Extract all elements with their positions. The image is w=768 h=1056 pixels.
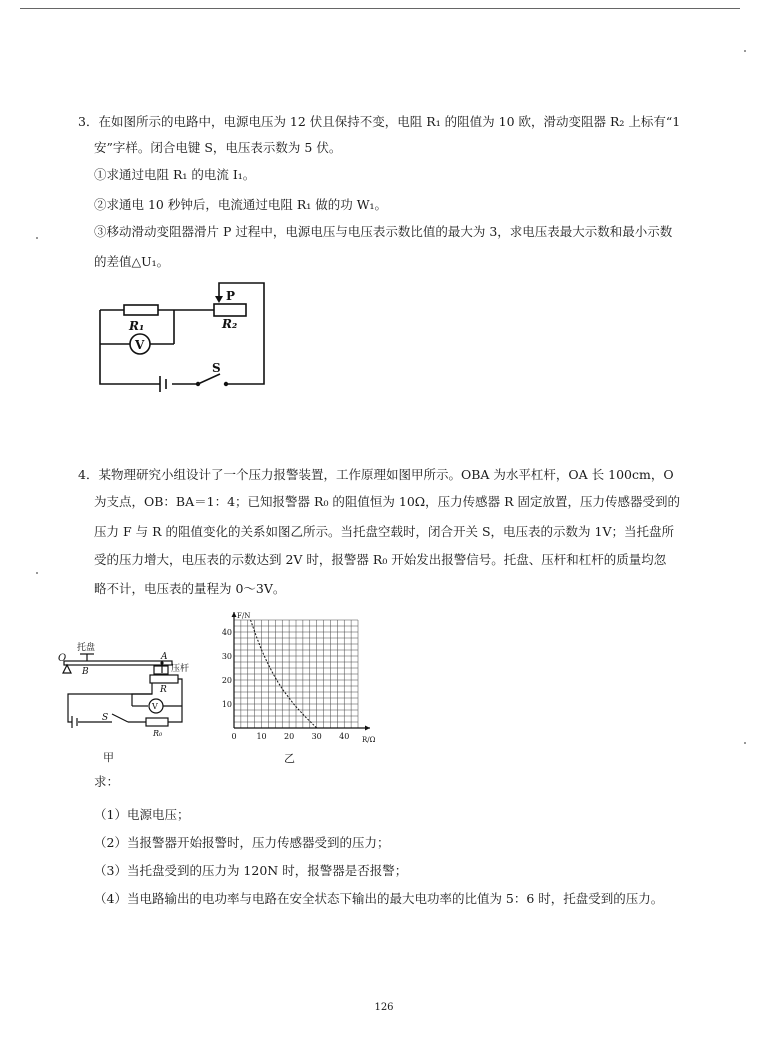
fig-jia-caption: 甲 [103,751,114,764]
y-axis-label: F/N [237,612,251,620]
sub-question: （4）当电路输出的电功率与电路在安全状态下输出的最大电功率的比值为 5：6 时，托盘受到的压力。 [94,891,664,906]
fig-yi-f-r-graph [218,612,378,746]
q3-line: 3．在如图所示的电路中，电源电压为 12 伏且保持不变，电阻 R₁ 的阻值为 10 欧，滑动变阻器 R₂ 上标有“1 [78,114,681,129]
margin-dot [744,50,746,52]
voltmeter-label: V [135,338,145,352]
y-tick-label: 20 [221,676,232,685]
page-number: 126 [374,1002,394,1013]
press-rod-label: 压杆 [171,664,190,674]
sub-question: （3）当托盘受到的压力为 120N 时，报警器是否报警； [94,863,408,878]
y-axis-arrow [232,612,237,617]
x-tick-label: 10 [256,732,267,741]
x-tick-label: 40 [339,732,350,741]
fig-yi-caption: 乙 [284,752,295,765]
sub-question: （2）当报警器开始报警时，压力传感器受到的压力； [94,835,390,850]
q3-line: ①求通过电阻 R₁ 的电流 I₁。 [94,167,256,182]
switch-s-label: S [212,361,221,375]
y-tick-label: 30 [221,652,232,661]
r2-label: R₂ [222,317,238,331]
slider-p-label: P [226,289,236,303]
x-tick-label: 20 [284,732,295,741]
q3-line: ③移动滑动变阻器滑片 P 过程中，电源电压与电压表示数比值的最大为 3，求电压表最大示数和最小示数 [94,224,673,239]
q4-line: 4．某物理研究小组设计了一个压力报警装置，工作原理如图甲所示。OBA 为水平杠杆，OA 长 100cm，O [78,467,674,482]
y-tick-label: 40 [221,628,232,637]
x-axis-label: R/Ω [362,736,376,744]
q4-line: 压力 F 与 R 的阻值变化的关系如图乙所示。当托盘空载时，闭合开关 S，电压表的示数为 1V；当托盘所 [94,524,674,539]
x-tick-label: 30 [311,732,322,741]
r0-label: R₀ [153,729,163,738]
q3-line: 安”字样。闭合电键 S，电压表示数为 5 伏。 [94,140,342,155]
q4-line: 略不计，电压表的量程为 0～3V。 [94,581,286,596]
margin-dot [36,572,38,574]
pivot-o-label: O [58,653,67,664]
margin-dot [744,742,746,744]
q3-line: ②求通电 10 秒钟后，电流通过电阻 R₁ 做的功 W₁。 [94,197,388,212]
y-tick-label: 10 [221,700,232,709]
switch-s-label: S [102,713,109,723]
q3-circuit-diagram [94,278,274,394]
margin-dot [36,237,38,239]
x-axis-arrow [365,726,370,731]
voltmeter-label: V [152,702,158,711]
tray-label: 托盘 [77,643,96,653]
x-tick-label: 0 [231,732,237,741]
sub-question: （1）电源电压； [94,807,190,822]
top-scan-rule [20,8,740,9]
q4-line: 受的压力增大，电压表的示数达到 2V 时，报警器 R₀ 开始发出报警信号。托盘、压杆和杠杆的质量均忽 [94,552,667,567]
point-b-label: B [82,667,89,677]
ask-label: 求： [94,774,120,789]
point-a-label: A [161,652,168,662]
r1-label: R₁ [129,319,145,333]
q4-line: 为支点，OB：BA＝1：4；已知报警器 R₀ 的阻值恒为 10Ω，压力传感器 R 固定放置，压力传感器受到的 [94,494,681,509]
q3-line: 的差值△U₁。 [94,254,170,269]
sensor-r-label: R [160,685,167,695]
fig-jia-lever-circuit [58,640,200,744]
